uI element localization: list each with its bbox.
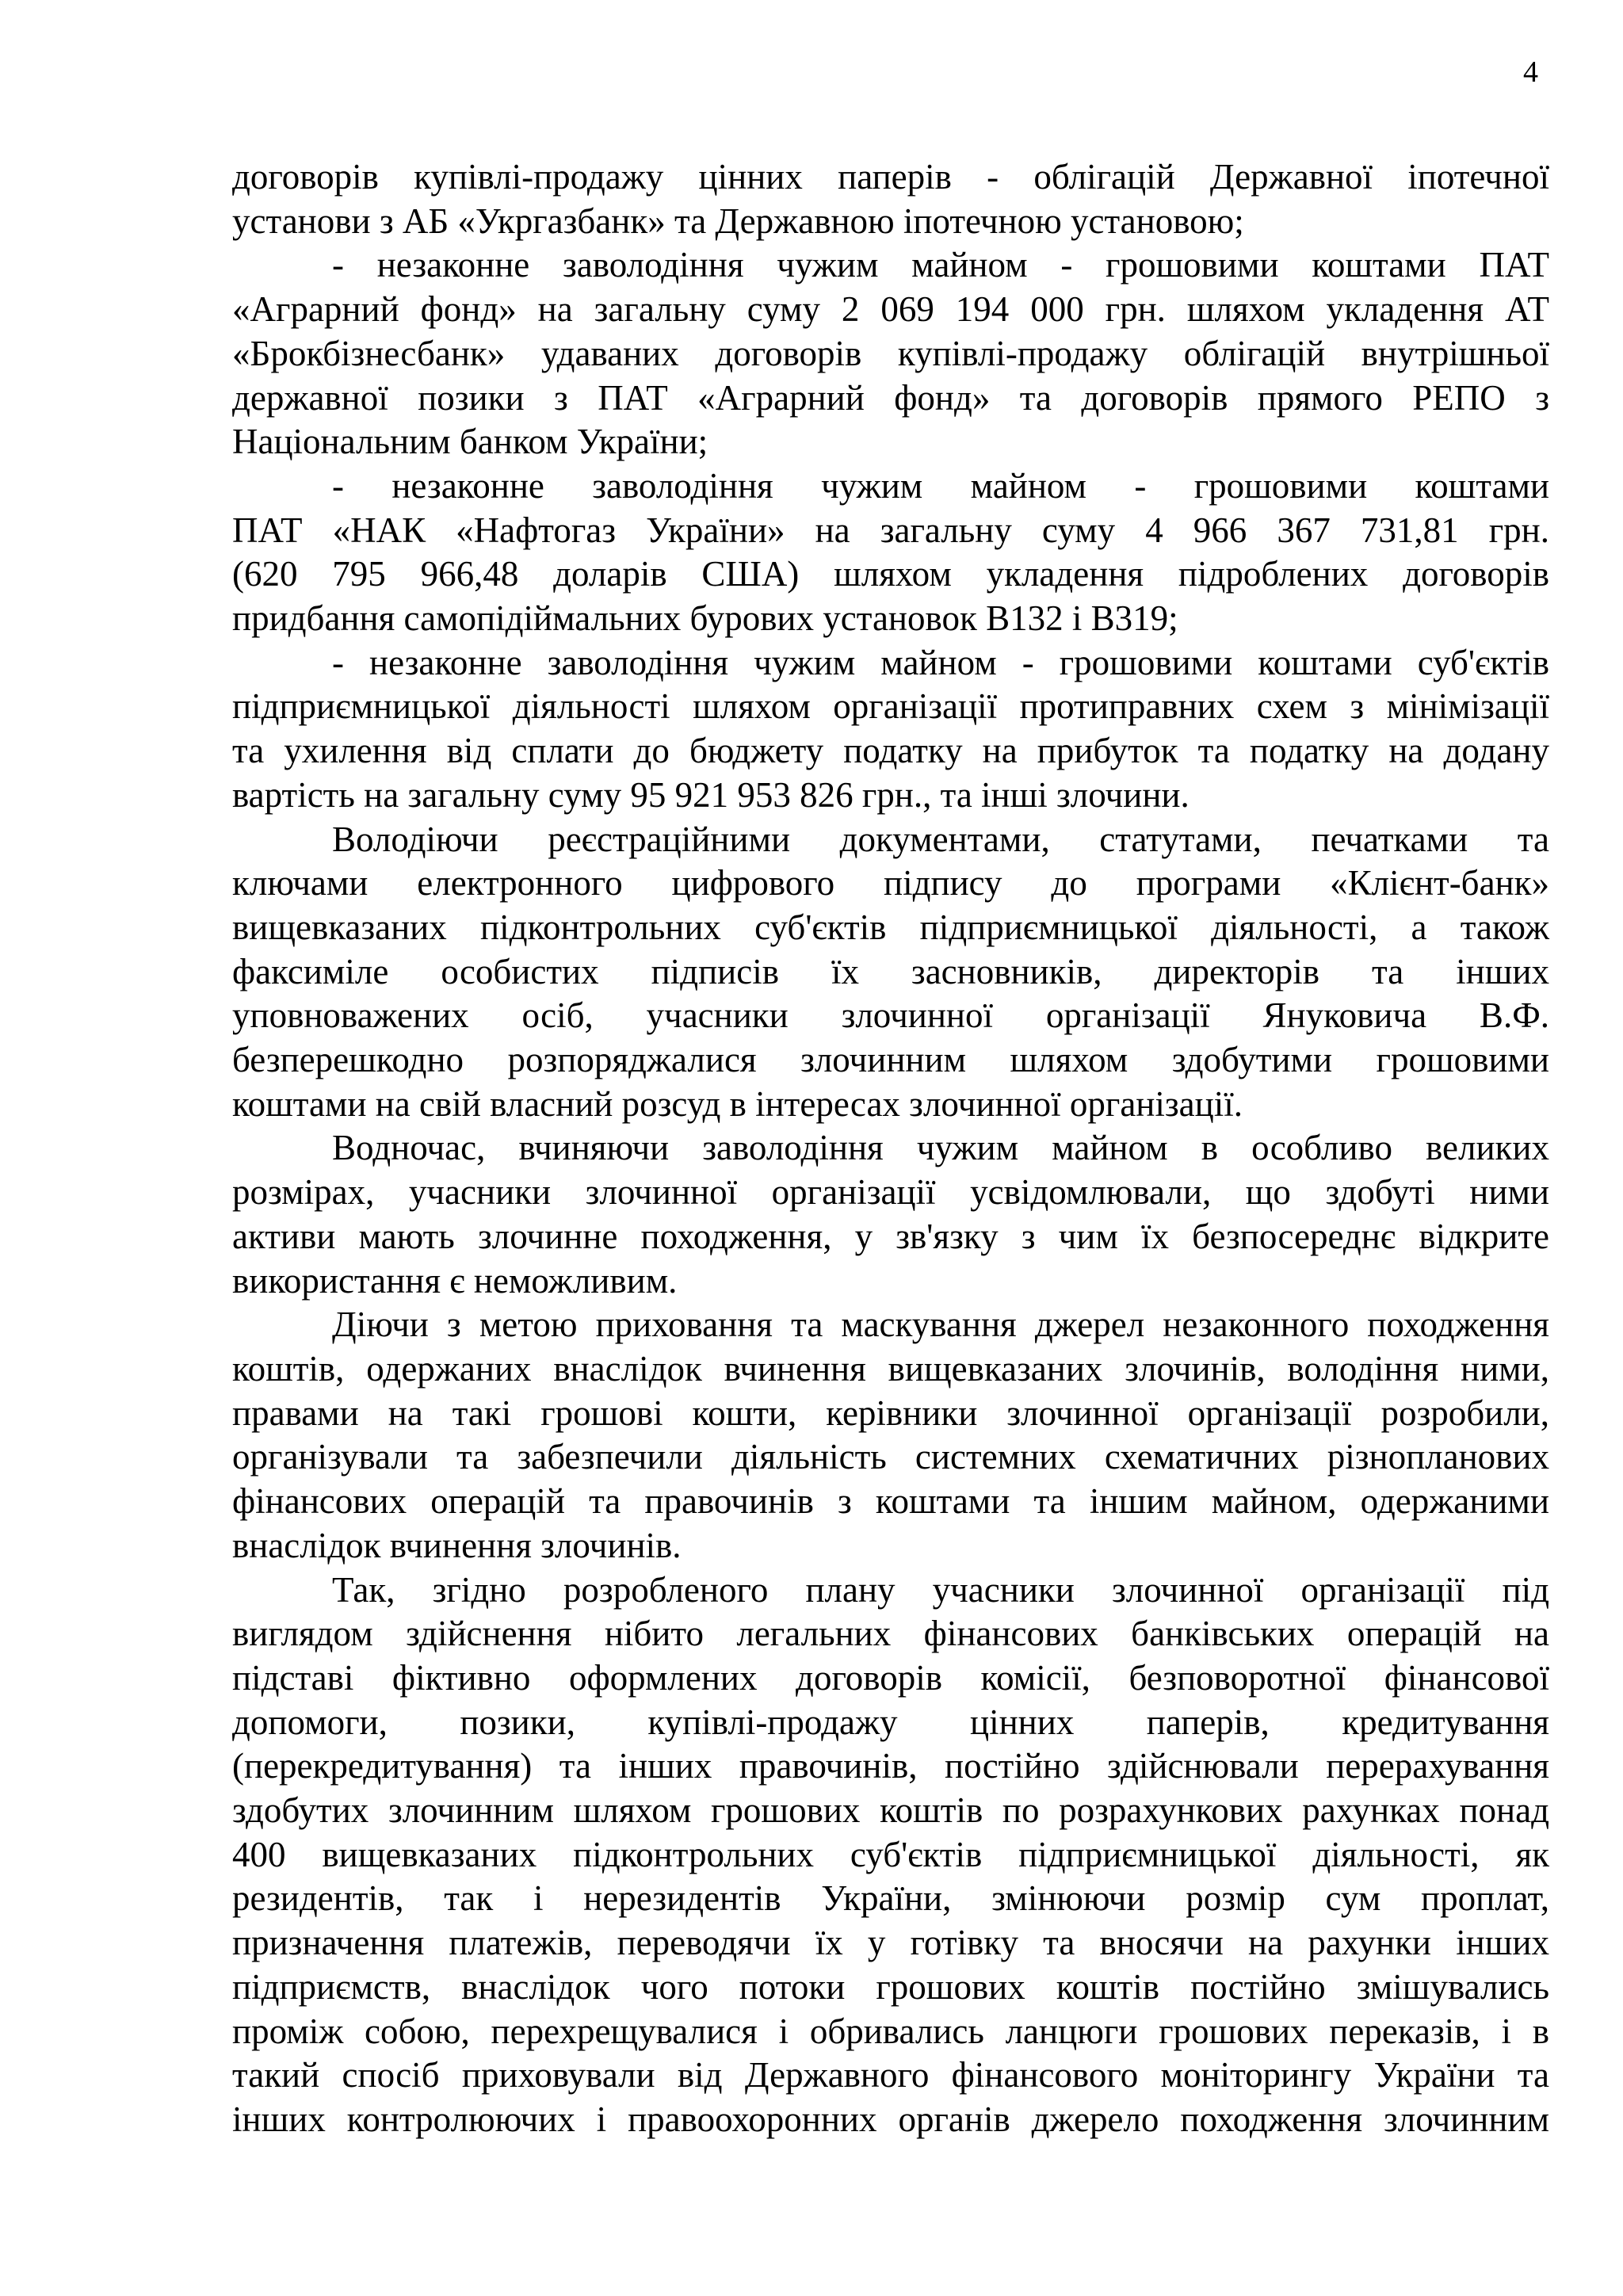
text-line: безперешкодно розпоряджалися злочинним шляхом здобутими грошовими [232,1040,1549,1080]
paragraph [232,155,1549,243]
paragraph [232,1303,1549,1568]
paragraph [232,243,1549,464]
text-line: (620 795 966,48 доларів США) шляхом укладення підроблених договорів [232,554,1549,594]
text-line: «Аграрний фонд» на загальну суму 2 069 194 000 грн. шляхом укладення АТ [232,289,1549,330]
text-line: активи мають злочинне походження, у зв'язку з чим їх безпосереднє відкрите [232,1216,1549,1256]
text-line: - незаконне заволодіння чужим майном - грошовими коштами [332,465,1549,506]
text-line: підприємств, внаслідок чого потоки грошових коштів постійно змішувались [232,1966,1549,2007]
text-line: розмірах, учасники злочинної організації усвідомлювали, що здобуті ними [232,1172,1549,1213]
text-line: внаслідок вчинення злочинів. [232,1525,682,1565]
paragraph [232,818,1549,1127]
paragraph [232,1568,1549,2142]
text-line: Так, згідно розробленого плану учасники злочинної організації під [332,1569,1549,1610]
text-line: здобутих злочинним шляхом грошових коштів по розрахункових рахунках понад [232,1790,1549,1831]
text-line: коштами на свій власний розсуд в інтересах злочинної організації. [232,1083,1243,1124]
text-line: договорів купівлі-продажу цінних паперів - облігацій Державної іпотечної [232,157,1549,197]
text-line: уповноважених осіб, учасники злочинної організації Януковича В.Ф. [232,995,1549,1036]
text-line: вартість на загальну суму 95 921 953 826 грн., та інші злочини. [232,774,1190,815]
text-line: Водночас, вчиняючи заволодіння чужим майном в особливо великих [332,1128,1549,1168]
text-line: вищевказаних підконтрольних суб'єктів підприємницької діяльності, а також [232,907,1549,947]
text-line: фінансових операцій та правочинів з коштами та іншим майном, одержаними [232,1481,1549,1522]
text-line: резидентів, так і нерезидентів України, змінюючи розмір сум проплат, [232,1878,1549,1919]
text-line: факсиміле особистих підписів їх засновників, директорів та інших [232,951,1549,991]
text-line: «Брокбізнесбанк» удаваних договорів купівлі-продажу облігацій внутрішньої [232,333,1549,373]
text-line: коштів, одержаних внаслідок вчинення вищевказаних злочинів, володіння ними, [232,1348,1549,1389]
text-line: такий спосіб приховували від Державного фінансового моніторингу України та [232,2055,1549,2095]
text-line: - незаконне заволодіння чужим майном - грошовими коштами ПАТ [332,245,1549,285]
page-number: 4 [1523,55,1538,89]
text-line: ключами електронного цифрового підпису до програми «Клієнт-банк» [232,863,1549,904]
document-body [232,155,1549,2142]
text-line: Володіючи реєстраційними документами, статутами, печатками та [332,819,1549,859]
text-line: Діючи з метою приховання та маскування джерел незаконного походження [332,1305,1549,1345]
text-line: організували та забезпечили діяльність системних схематичних різнопланових [232,1437,1549,1477]
text-line: проміж собою, перехрещувалися і обривались ланцюги грошових переказів, і в [232,2011,1549,2051]
text-line: 400 вищевказаних підконтрольних суб'єктів підприємницької діяльності, як [232,1834,1549,1874]
text-line: використання є неможливим. [232,1260,678,1301]
text-line: інших контролюючих і правоохоронних органів джерело походження злочинним [232,2099,1549,2139]
text-line: (перекредитування) та інших правочинів, постійно здійснювали перерахування [232,1746,1549,1786]
text-line: призначення платежів, переводячи їх у готівку та вносячи на рахунки інших [232,1923,1549,1963]
text-line: ПАТ «НАК «Нафтогаз України» на загальну суму 4 966 367 731,81 грн. [232,510,1549,550]
text-line: державної позики з ПАТ «Аграрний фонд» та договорів прямого РЕПО з [232,377,1549,418]
text-line: та ухилення від сплати до бюджету податку на прибуток та податку на додану [232,731,1549,771]
text-line: установи з АБ «Укргазбанк» та Державною іпотечною установою; [232,201,1244,241]
text-line: виглядом здійснення нібито легальних фінансових банківських операцій на [232,1614,1549,1654]
text-line: допомоги, позики, купівлі-продажу цінних паперів, кредитування [232,1702,1549,1742]
text-line: придбання самопідіймальних бурових установок В132 і В319; [232,598,1178,639]
text-line: - незаконне заволодіння чужим майном - грошовими коштами суб'єктів [332,642,1549,682]
text-line: підставі фіктивно оформлених договорів комісії, безповоротної фінансової [232,1657,1549,1698]
text-line: правами на такі грошові кошти, керівники злочинної організації розробили, [232,1392,1549,1433]
text-line: підприємницької діяльності шляхом організації протиправних схем з мінімізації [232,686,1549,727]
paragraph [232,641,1549,818]
paragraph [232,1126,1549,1303]
paragraph [232,464,1549,641]
text-line: Національним банком України; [232,422,708,462]
